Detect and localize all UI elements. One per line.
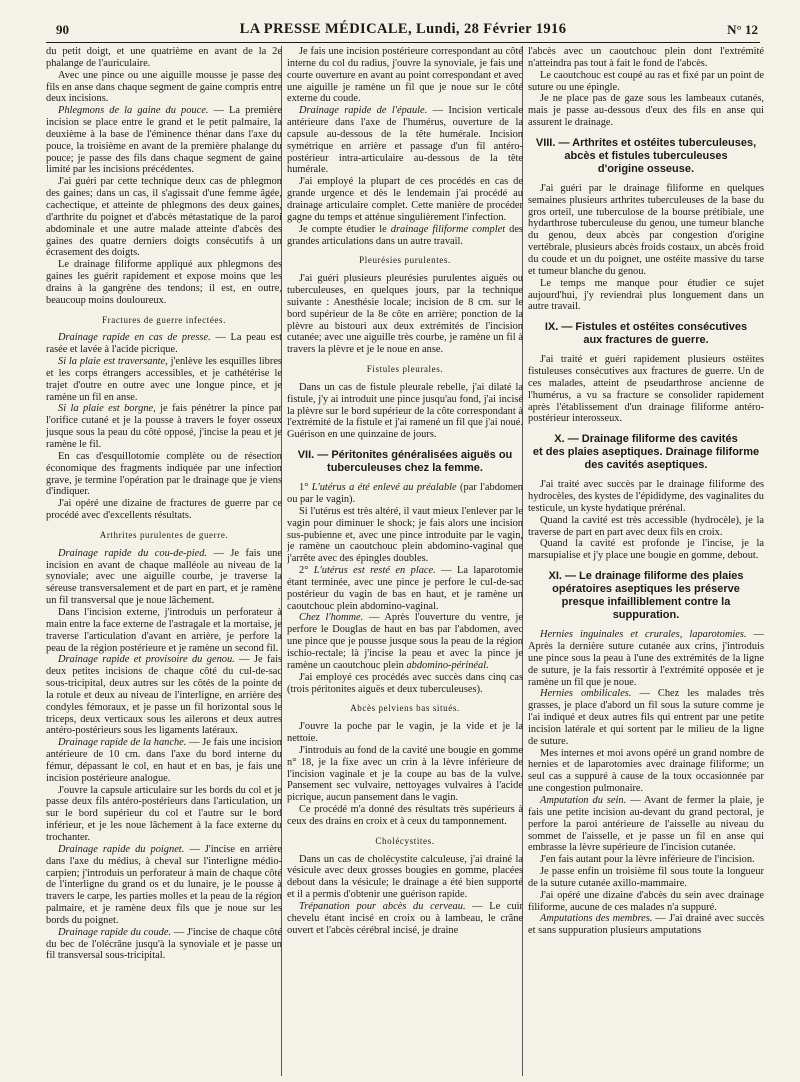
run-in-heading: Drainage rapide du coude.: [58, 926, 172, 938]
paragraph: J'ouvre la poche par le vagin, je la vide et je la nettoie.: [287, 721, 523, 745]
run-in-heading: Chez l'homme.: [299, 612, 364, 624]
paragraph-text: j'enlève les esquilles libres et les corps étrangers accessibles, et je cathétérise le trajet d'outre en outre avec une longue pince, et je ramène un fil en anse.: [46, 356, 282, 403]
paragraph: Dans l'incision externe, j'introduis un perforateur à main entre la face externe de l'astragale et la mortaise, je traverse l'articulation d'avant en arrière, je perfore la peau de la région postérieure et je ramène un second fil.: [46, 606, 282, 654]
paragraph: Ce procédé m'a donné des résultats très supérieurs à ceux des drains en croix et à ceux du tamponnement.: [287, 804, 523, 827]
column-2: [287, 46, 523, 1076]
run-in-heading: Trépanation pour abcès du cerveau.: [299, 901, 466, 912]
emphasis: abdomino-périnéal.: [406, 659, 489, 671]
paragraph: Quand la cavité est très accessible (hydrocèle), je la traverse de part en part avec deux fils en croix.: [528, 514, 764, 538]
paragraph-text: — Chez les malades très grasses, je place d'abord un fil sous la suture comme je l'ai indiqué et deux autres fils qui entrent par une petite incision latérale et qui sortent par le milieu de la ligne de suture.: [528, 688, 764, 747]
paragraph-text: — Je fais deux petites incisions de chaque côté du cul-de-sac sous-tricipital, deux autres sur les côtés de la pointe de la rotule et deux au niveau de l'interligne, en arrière des condyles fémoraux, et je passe un fil horizontal sous le triceps, deux verticaux sous les ailerons et deux autres antéro-postérieurs sous les ligaments latéraux.: [46, 654, 282, 737]
subsection-heading: Pleurésies purulentes.: [359, 255, 451, 266]
paragraph: En cas d'esquillotomie complète ou de résection économique des fragments indiquée par une infection grave, je termine l'opération par le drainage que je viens d'indiquer.: [46, 450, 282, 498]
paragraph: [46, 332, 282, 356]
subsection-heading: Abcès pelviens bas situés.: [350, 703, 460, 714]
paragraph: [287, 224, 523, 248]
section-heading-line: aux fractures de guerre.: [583, 334, 709, 347]
paragraph: [528, 629, 764, 688]
run-in-heading: Hernies inguinales et crurales, laparotomies.: [540, 629, 747, 641]
section-heading: [528, 433, 764, 472]
paragraph-text: 2°: [299, 565, 314, 577]
paragraph-text: — Après l'ouverture du ventre, je perfore le Douglas de haut en bas par l'abdomen, avec une pince que je pousse jusque sous la peau de la région ischio-rectale; là j'incise la peau et avec la pince je ramène un caoutchouc plein: [287, 612, 523, 671]
paragraph-text: — Après la dernière suture cutanée aux crins, j'introduis une pince sous la peau à l'une des extrémités de la ligne de suture, je la fais ressortir à l'extrémité opposée et je ramène un fil que je noue.: [528, 629, 764, 688]
paragraph: [287, 901, 523, 937]
column-3: [528, 46, 764, 1076]
paragraph: J'ai traité avec succès par le drainage filiforme des hydrocèles, des kystes de l'épididyme, des vaginalites du testicule, un kyste hydatique prérénal.: [528, 479, 764, 514]
section-heading-line: opératoires aseptiques les préserve: [552, 583, 740, 596]
issue-number: N° 12: [727, 22, 758, 37]
paragraph: du petit doigt, et une quatrième en avant de la 2e phalange de l'auriculaire.: [46, 46, 282, 69]
paragraph: J'ai guéri par cette technique deux cas de phlegmon des gaines; dans un cas, il s'agissait d'une femme âgée, cachectique, et atteinte de phlegmons des deux gaines, d'arthrite du poignet et d'abcès métastatique de la paroi abdominale et une autre malade atteinte d'abcès des gaines des quatre derniers doigts consécutifs à un écrasement des doigts.: [46, 176, 282, 259]
paragraph: [46, 737, 282, 784]
section-heading-line: VII. — Péritonites généralisées aiguës ou: [297, 449, 513, 462]
paragraph: Si l'utérus est très altéré, il vaut mieux l'enlever par le vagin pour diminuer le shock; je fais alors une incision sus-pubienne et, avec une pince introduite par le vagin, je ramène un caoutchouc plein abdomino-vaginal que j'arrête avec des épingles doubles.: [287, 505, 523, 565]
paragraph-text: — La première incision se place entre le grand et le petit palmaire, la deuxième à la base de l'éminence thénar dans l'axe du pouce, la troisième en avant de la première phalange du pouce; je passe des fils dans chaque segment de gaine limité par les incisions précédentes.: [46, 105, 282, 176]
paragraph-text: — J'ai drainé avec succès et sans suppuration plusieurs amputations: [528, 913, 764, 937]
paragraph-text: — J'incise de chaque côté du bec de l'olécrâne jusqu'à la synoviale et je passe un fil transversal sous-tricipital.: [46, 926, 282, 962]
paragraph: Le drainage filiforme appliqué aux phlegmons des gaines les guérit rapidement et expose moins que les drains à la gangrène des tendons; il est, en outre, beaucoup moins douloureux.: [46, 259, 282, 306]
run-in-heading: Amputations des membres.: [540, 913, 653, 925]
paragraph: [46, 356, 282, 403]
run-in-heading: Hernies ombilicales.: [540, 688, 632, 700]
section-heading-line: tuberculeuses chez la femme.: [327, 462, 483, 475]
paragraph: J'ai guéri par le drainage filiforme en quelques semaines plusieurs arthrites tuberculeuses de la base du gros orteil, une tuberculose de la bourse prétibiale, une hydarthrose tuberculeuse du genou, une tumeur blanche du genou, deux abcès par congestion d'origine vertébrale, plusieurs abcès froids costaux, un abcès froid du coude et un du poignet, une ostéite massive du tarse et tumeur blanche du genou.: [528, 182, 764, 277]
section-heading-line: X. — Drainage filiforme des cavités: [554, 433, 738, 446]
paragraph: J'ai guéri plusieurs pleurésies purulentes aiguës ou tuberculeuses, en quelques jours, par la technique suivante : Anesthésie locale; incision de 8 cm. sur le bord supérieur de la 8e côte en arrière; ponction de la plèvre au bistouri aux deux extrémités de l'incision cutanée; avec une aiguille très courbe, je ramène un fil à travers la plèvre et je le noue en anse.: [287, 273, 523, 356]
paragraph: [287, 565, 523, 612]
subsection-heading: Fistules pleurales.: [366, 364, 444, 375]
section-heading-line: IX. — Fistules et ostéites consécutives: [544, 321, 748, 334]
paragraph: Le temps me manque pour étudier ce sujet aujourd'hui, j'y reviendrai plus longuement dans un autre travail.: [528, 277, 764, 313]
paragraph: [528, 688, 764, 747]
subsection-heading: Arthrites purulentes de guerre.: [99, 529, 229, 540]
paragraph-text: — La peau est rasée et lavée à l'acide picrique.: [46, 332, 282, 356]
section-heading-line: abcès et fistules tuberculeuses: [564, 149, 728, 162]
paragraph-text: — Incision verticale antérieure dans l'axe de l'humérus, ouverture de la capsule au-dessous de la tête humérale. Incision symétrique en arrière et passage d'un fil antéro-postérieur intra-articulaire au-dessous de la tête humérale.: [287, 105, 523, 176]
subsection-heading: Cholécystites.: [375, 835, 435, 846]
paragraph: Avec une pince ou une aiguille mousse je passe des fils en anse dans chaque segment de gaine compris entre deux incisions.: [46, 69, 282, 105]
paragraph: Mes internes et moi avons opéré un grand nombre de hernies et de laparotomies avec drainage filiforme; un seul cas a suppuré à cause de la toux occasionnée par une congestion pulmonaire.: [528, 747, 764, 795]
run-in-heading: Phlegmons de la gaine du pouce.: [58, 105, 209, 117]
paragraph: l'abcès avec un caoutchouc plein dont l'extrémité n'atteindra pas tout à fait le fond de l'abcès.: [528, 46, 764, 69]
paragraph-text: — Je fais une incision antérieure de 10 cm. dans l'axe du bord interne du fémur, dépassant le col, en haut et en bas, je fais une incision postérieure analogue.: [46, 737, 282, 784]
paragraph: J'en fais autant pour la lèvre inférieure de l'incision.: [540, 854, 755, 866]
paragraph: Quand la cavité est profonde je l'incise, je la marsupialise et j'y place une bougie en gomme, debout.: [528, 538, 764, 562]
paragraph-text: Je compte étudier le: [299, 223, 391, 235]
paragraph-text: — Avant de fermer la plaie, je fais une petite incision au-devant du grand pectoral, je perfore la paroi antérieure de l'aisselle au niveau du sommet de l'aisselle, et je passe un fil en anse qui embrasse la lèvre supérieure de l'incision cutanée.: [528, 794, 764, 854]
paragraph: J'ouvre la capsule articulaire sur les bords du col et je passe deux fils antéro-postérieurs dans l'articulation, un sur le bord supérieur du col et l'autre sur le bord inférieur, et je les noue lâchement à la face externe du trochanter.: [46, 784, 282, 843]
paragraph-text: — J'incise en arrière dans l'axe du médius, à cheval sur l'interligne médio-carpien; j'introduis un perforateur à main de chaque côté de l'interligne du grand os et du lunaire, je le pousse à travers le carpe, les parties molles et la peau de la région palmaire, et je ramène deux fils que je noue sur les bords du poignet.: [46, 843, 282, 926]
paragraph: J'ai opéré une dizaine d'abcès du sein avec drainage filiforme, aucune de ces malades n'a suppuré.: [528, 889, 764, 913]
run-in-heading: Drainage rapide en cas de presse.: [58, 332, 211, 344]
paragraph: [528, 795, 764, 854]
paragraph: [528, 913, 764, 937]
section-heading: [287, 449, 523, 475]
section-heading-line: et des plaies aseptiques. Drainage filiforme: [532, 446, 760, 459]
paragraph: [287, 105, 523, 176]
run-in-heading: Drainage rapide de la hanche.: [58, 737, 187, 749]
run-in-heading: Si la plaie est borgne,: [58, 403, 156, 415]
subsection-heading: Fractures de guerre infectées.: [102, 314, 226, 325]
paragraph: [46, 844, 282, 927]
paragraph: [46, 927, 282, 963]
section-heading-line: d'origine osseuse.: [597, 162, 695, 175]
paragraph-text: — La laparotomie étant terminée, avec une pince je perfore le cul-de-sac postérieur du vagin de bas en haut, et je ramène un caoutchouc plein abdomino-vaginal.: [287, 565, 523, 612]
paragraph: [46, 654, 282, 737]
section-heading: [528, 321, 764, 347]
emphasis: drainage filiforme complet: [390, 223, 506, 235]
paragraph-text: je fais pénétrer la pince par l'orifice cutané et je la pousse à travers le foyer osseux jusque sous la peau du côté opposé, j'incise la peau et je ramène le fil.: [46, 403, 282, 450]
paragraph: J'ai opéré une dizaine de fractures de guerre par ce procédé avec d'excellents résultats.: [46, 498, 282, 522]
paragraph: Je ne place pas de gaze sous les lambeaux cutanés, mais je passe au-dessous d'eux des fils en anse qui assurent le drainage.: [528, 93, 764, 129]
paragraph: [46, 105, 282, 176]
paragraph: Je fais une incision postérieure correspondant au côté interne du col du radius, j'ouvre la synoviale, je fais une courte ouverture en avant au point correspondant et avec une aiguille je ramène un fil que je noue sur le côté externe du coude.: [287, 46, 523, 105]
paragraph-text: — Le cuir chevelu étant incisé en croix ou à lambeau, le crâne ouvert et l'abcès cérébral incisé, je draine: [287, 901, 523, 936]
journal-title: LA PRESSE MÉDICALE, Lundi, 28 Février 1916: [239, 21, 567, 37]
run-in-heading: Drainage rapide et provisoire du genou.: [58, 654, 235, 666]
paragraph-text: des grandes articulations dans un autre travail.: [287, 223, 523, 247]
paragraph: Je passe enfin un troisième fil sous toute la longueur de la suture cutanée axillo-mammaire.: [528, 866, 764, 889]
paragraph: J'ai traité et guéri rapidement plusieurs ostéites fistuleuses consécutives aux fractures de guerre. Un de ces malades, atteint de pseudarthrose ancienne de l'humérus, a vu sa fracture se consolider rapidement après l'établissement d'un drainage filiforme antéro-postérieur interosseux.: [528, 354, 764, 425]
run-in-heading: Amputation du sein.: [540, 794, 627, 806]
run-in-heading: Drainage rapide du poignet.: [58, 843, 185, 855]
section-heading-line: VIII. — Arthrites et ostéites tuberculeuses,: [535, 136, 757, 149]
paragraph: [287, 482, 523, 506]
run-in-heading: Drainage rapide de l'épaule.: [299, 105, 428, 117]
paragraph: Dans un cas de fistule pleurale rebelle, j'ai dilaté la fistule, j'y ai introduit une pince jusqu'au fond, j'ai incisé la plèvre sur le bord supérieur de la côte correspondant à l'extrémité de la fistule et j'ai ramené un fil que j'ai noué. Guérison en une quinzaine de jours.: [287, 381, 523, 441]
section-heading-line: presque infailliblement contre la suppuration.: [561, 596, 731, 622]
running-header: [46, 20, 760, 43]
run-in-heading: Drainage rapide du cou-de-pied.: [58, 547, 208, 559]
column-1: [46, 46, 282, 1076]
paragraph: J'ai employé ces procédés avec succès dans cinq cas (trois péritonites aiguës et deux tuberculeuses).: [287, 671, 523, 695]
emphasis: L'utérus est resté en place.: [313, 565, 436, 577]
page-number: 90: [56, 22, 69, 37]
paragraph: J'introduis au fond de la cavité une bougie en gomme n° 18, je la fixe avec un crin à la lèvre inférieure de l'incision vaginale et je la coupe au bas de la vulve. Pansement sec vulvaire, nettoyages vulvaires à l'acide picrique, aucun pansement dans le vagin.: [287, 744, 523, 804]
section-heading-line: des cavités aseptiques.: [584, 459, 708, 472]
paragraph-text: 1°: [299, 482, 312, 494]
paragraph: J'ai employé la plupart de ces procédés en cas de grande urgence et dès le lendemain j'ai procédé au drainage articulaire complet. Cette manière de procéder gagne du temps et atténue singulièrement l'infection.: [287, 176, 523, 223]
paragraph: [46, 403, 282, 450]
paragraph: Dans un cas de cholécystite calculeuse, j'ai drainé la vésicule avec deux grosses bougies en gomme, placées debout dans la vésicule; le drainage a été bien supporté et il a permis d'obtenir une guérison rapide.: [287, 853, 523, 901]
section-heading: [528, 570, 764, 622]
paragraph: Le caoutchouc est coupé au ras et fixé par un point de suture ou une épingle.: [528, 69, 764, 93]
paragraph: [46, 548, 282, 607]
section-heading-line: XI. — Le drainage filiforme des plaies: [548, 570, 744, 583]
emphasis: L'utérus a été enlevé au préalable: [311, 482, 457, 494]
paragraph: [287, 612, 523, 671]
run-in-heading: Si la plaie est traversante,: [58, 356, 168, 368]
section-heading: [528, 137, 764, 176]
paragraph-text: (par l'abdomen ou par le vagin).: [287, 482, 523, 505]
paragraph-text: — Je fais une incision en avant de chaque malléole au niveau de la synoviale; avec une aiguille courbe, je traverse la séreuse transversalement et de part en part, et je ramène un fil transversal que je noue lâchement.: [46, 547, 282, 607]
